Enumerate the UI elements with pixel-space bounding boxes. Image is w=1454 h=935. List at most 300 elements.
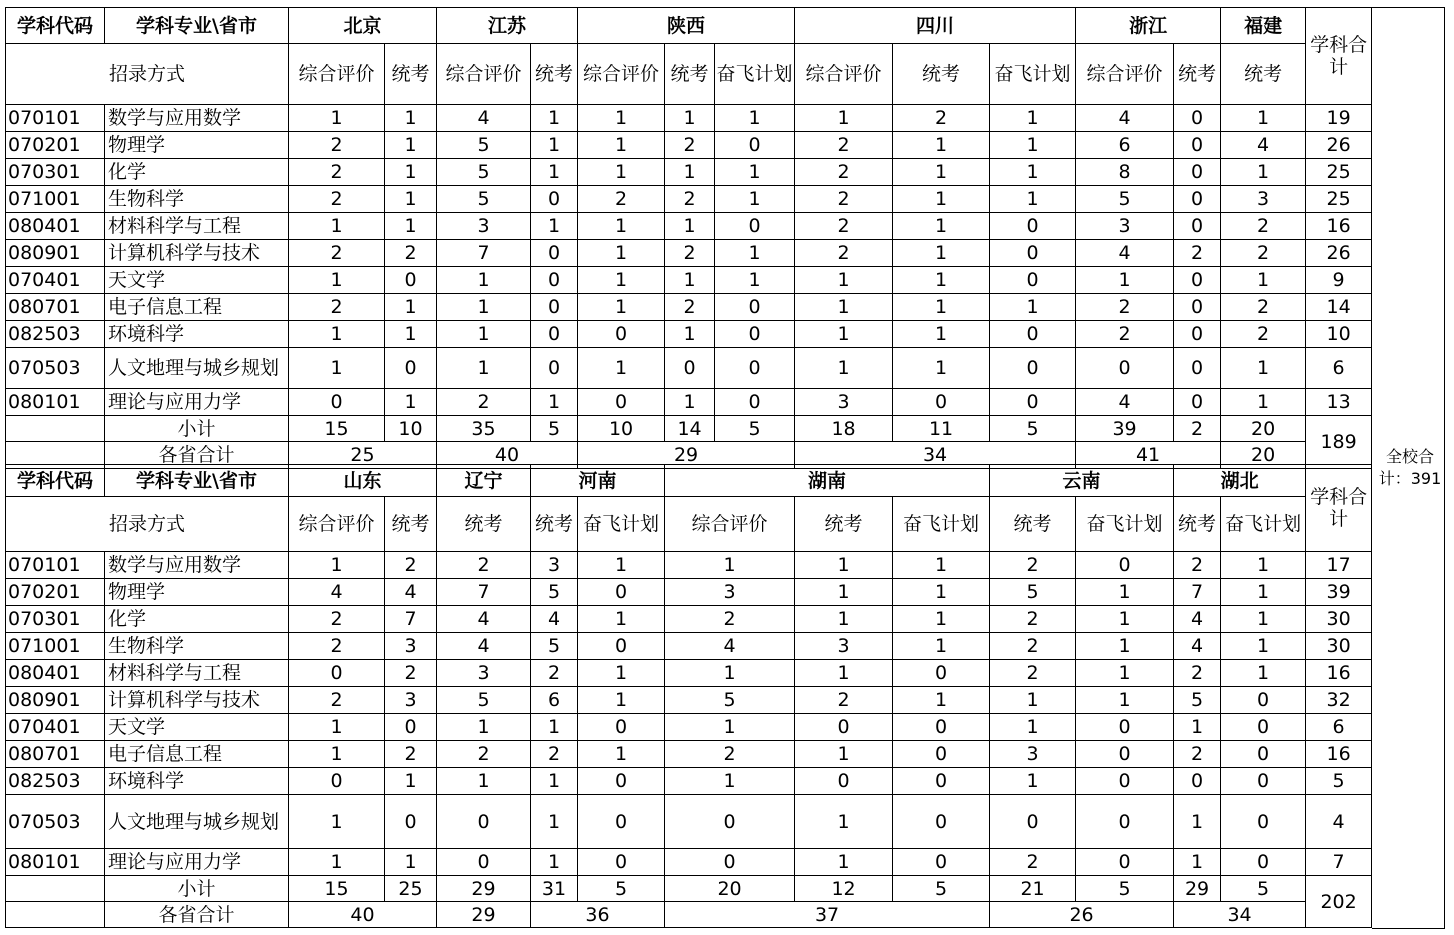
value-cell: 0 bbox=[1174, 132, 1221, 159]
major-cell: 人文地理与城乡规划 bbox=[105, 348, 289, 389]
row-total-cell: 26 bbox=[1306, 132, 1372, 159]
code-cell: 080401 bbox=[6, 660, 105, 687]
value-cell: 2 bbox=[795, 159, 893, 186]
value-cell: 0 bbox=[1076, 849, 1174, 876]
value-cell: 1 bbox=[1076, 633, 1174, 660]
value-cell: 0 bbox=[385, 795, 437, 849]
value-cell: 1 bbox=[385, 213, 437, 240]
subtotal-cell: 29 bbox=[437, 876, 531, 902]
value-cell: 2 bbox=[385, 660, 437, 687]
major-province-header: 学科专业\省市 bbox=[105, 465, 289, 497]
value-cell: 1 bbox=[531, 105, 578, 132]
code-cell: 070101 bbox=[6, 105, 105, 132]
value-cell: 0 bbox=[990, 389, 1076, 416]
value-cell: 1 bbox=[289, 213, 385, 240]
value-cell: 5 bbox=[437, 159, 531, 186]
value-cell: 2 bbox=[289, 186, 385, 213]
subtotal-cell: 14 bbox=[665, 416, 715, 442]
value-cell: 1 bbox=[289, 849, 385, 876]
value-cell: 0 bbox=[990, 213, 1076, 240]
value-cell: 1 bbox=[665, 159, 715, 186]
value-cell: 1 bbox=[385, 132, 437, 159]
subject-total-header: 学科合计 bbox=[1306, 8, 1372, 105]
subtotal-cell: 5 bbox=[1221, 876, 1306, 902]
code-cell: 070201 bbox=[6, 579, 105, 606]
row-total-cell: 25 bbox=[1306, 159, 1372, 186]
province-total-cell: 41 bbox=[1076, 442, 1221, 469]
method-header: 招录方式 bbox=[6, 497, 289, 552]
value-cell: 2 bbox=[1221, 213, 1306, 240]
table-row bbox=[6, 186, 1372, 213]
value-cell: 1 bbox=[578, 348, 665, 389]
value-cell: 1 bbox=[289, 267, 385, 294]
value-cell: 5 bbox=[1076, 186, 1174, 213]
method-cell: 奋飞计划 bbox=[715, 44, 795, 105]
value-cell: 1 bbox=[1221, 552, 1306, 579]
value-cell: 2 bbox=[1076, 321, 1174, 348]
value-cell: 2 bbox=[795, 687, 893, 714]
value-cell: 1 bbox=[715, 240, 795, 267]
method-cell: 综合评价 bbox=[578, 44, 665, 105]
value-cell: 0 bbox=[1221, 795, 1306, 849]
value-cell: 0 bbox=[1174, 186, 1221, 213]
value-cell: 0 bbox=[1174, 389, 1221, 416]
value-cell: 1 bbox=[578, 105, 665, 132]
value-cell: 1 bbox=[893, 186, 990, 213]
table-row bbox=[6, 267, 1372, 294]
subtotal-cell: 5 bbox=[578, 876, 665, 902]
value-cell: 0 bbox=[1174, 321, 1221, 348]
major-cell: 材料科学与工程 bbox=[105, 660, 289, 687]
value-cell: 0 bbox=[990, 795, 1076, 849]
value-cell: 4 bbox=[1076, 105, 1174, 132]
value-cell: 3 bbox=[1221, 186, 1306, 213]
table-row bbox=[6, 714, 1372, 741]
value-cell: 0 bbox=[1076, 714, 1174, 741]
method-cell: 综合评价 bbox=[289, 44, 385, 105]
value-cell: 1 bbox=[578, 660, 665, 687]
value-cell: 1 bbox=[289, 552, 385, 579]
code-cell: 080701 bbox=[6, 741, 105, 768]
value-cell: 2 bbox=[665, 294, 715, 321]
value-cell: 2 bbox=[665, 240, 715, 267]
value-cell: 1 bbox=[1076, 579, 1174, 606]
value-cell: 2 bbox=[1174, 741, 1221, 768]
row-total-cell: 30 bbox=[1306, 633, 1372, 660]
value-cell: 1 bbox=[665, 213, 715, 240]
code-header: 学科代码 bbox=[6, 465, 105, 497]
value-cell: 2 bbox=[1174, 240, 1221, 267]
code-cell: 070401 bbox=[6, 714, 105, 741]
subtotal-cell: 25 bbox=[385, 876, 437, 902]
value-cell: 2 bbox=[437, 552, 531, 579]
province-total-cell: 29 bbox=[578, 442, 795, 469]
subtotal-cell: 5 bbox=[893, 876, 990, 902]
value-cell: 4 bbox=[665, 633, 795, 660]
value-cell: 0 bbox=[289, 768, 385, 795]
province-header: 陕西 bbox=[578, 8, 795, 44]
value-cell: 1 bbox=[385, 186, 437, 213]
value-cell: 0 bbox=[1076, 768, 1174, 795]
subtotal-cell: 12 bbox=[795, 876, 893, 902]
major-cell: 理论与应用力学 bbox=[105, 849, 289, 876]
subtotal-cell: 21 bbox=[990, 876, 1076, 902]
value-cell: 0 bbox=[1221, 741, 1306, 768]
province-header: 辽宁 bbox=[437, 465, 531, 497]
method-cell: 奋飞计划 bbox=[1076, 497, 1174, 552]
subtotal-cell: 20 bbox=[1221, 416, 1306, 442]
value-cell: 0 bbox=[665, 795, 795, 849]
value-cell: 2 bbox=[289, 240, 385, 267]
table-row bbox=[6, 132, 1372, 159]
major-cell: 数学与应用数学 bbox=[105, 552, 289, 579]
code-cell: 080901 bbox=[6, 240, 105, 267]
major-cell: 材料科学与工程 bbox=[105, 213, 289, 240]
blank-cell bbox=[6, 876, 105, 902]
value-cell: 1 bbox=[990, 294, 1076, 321]
grand-total-cell: 202 bbox=[1306, 876, 1372, 928]
major-cell: 化学 bbox=[105, 159, 289, 186]
row-total-cell: 30 bbox=[1306, 606, 1372, 633]
subtotal-cell: 18 bbox=[795, 416, 893, 442]
province-total-cell: 40 bbox=[437, 442, 578, 469]
subtotal-cell: 5 bbox=[990, 416, 1076, 442]
value-cell: 0 bbox=[531, 240, 578, 267]
method-cell: 统考 bbox=[893, 44, 990, 105]
method-cell: 统考 bbox=[531, 44, 578, 105]
table-row bbox=[6, 159, 1372, 186]
value-cell: 1 bbox=[1174, 849, 1221, 876]
value-cell: 0 bbox=[1174, 213, 1221, 240]
province-header: 福建 bbox=[1221, 8, 1306, 44]
row-total-cell: 25 bbox=[1306, 186, 1372, 213]
value-cell: 1 bbox=[289, 321, 385, 348]
row-total-cell: 5 bbox=[1306, 768, 1372, 795]
method-cell: 奋飞计划 bbox=[990, 44, 1076, 105]
code-cell: 070101 bbox=[6, 552, 105, 579]
value-cell: 0 bbox=[893, 660, 990, 687]
province-total-cell: 36 bbox=[531, 902, 665, 928]
province-total-cell: 34 bbox=[795, 442, 1076, 469]
value-cell: 1 bbox=[893, 240, 990, 267]
value-cell: 1 bbox=[531, 795, 578, 849]
table-row bbox=[6, 294, 1372, 321]
value-cell: 0 bbox=[531, 294, 578, 321]
value-cell: 0 bbox=[578, 849, 665, 876]
value-cell: 1 bbox=[990, 186, 1076, 213]
value-cell: 0 bbox=[1174, 105, 1221, 132]
value-cell: 2 bbox=[795, 213, 893, 240]
province-total-row bbox=[6, 902, 1372, 928]
value-cell: 3 bbox=[437, 660, 531, 687]
major-cell: 计算机科学与技术 bbox=[105, 687, 289, 714]
province-header-row bbox=[6, 8, 1372, 44]
method-cell: 统考 bbox=[385, 497, 437, 552]
value-cell: 1 bbox=[893, 159, 990, 186]
subtotal-cell: 35 bbox=[437, 416, 531, 442]
value-cell: 1 bbox=[795, 321, 893, 348]
value-cell: 0 bbox=[715, 294, 795, 321]
value-cell: 1 bbox=[990, 687, 1076, 714]
major-cell: 物理学 bbox=[105, 132, 289, 159]
subtotal-cell: 5 bbox=[531, 416, 578, 442]
province-header: 云南 bbox=[990, 465, 1174, 497]
value-cell: 1 bbox=[990, 105, 1076, 132]
value-cell: 7 bbox=[437, 579, 531, 606]
value-cell: 0 bbox=[715, 132, 795, 159]
value-cell: 1 bbox=[578, 213, 665, 240]
major-cell: 人文地理与城乡规划 bbox=[105, 795, 289, 849]
table-row bbox=[6, 579, 1372, 606]
value-cell: 1 bbox=[795, 552, 893, 579]
value-cell: 0 bbox=[715, 213, 795, 240]
major-cell: 生物科学 bbox=[105, 633, 289, 660]
value-cell: 2 bbox=[437, 741, 531, 768]
value-cell: 0 bbox=[578, 389, 665, 416]
value-cell: 2 bbox=[990, 633, 1076, 660]
table-row bbox=[6, 606, 1372, 633]
province-header: 山东 bbox=[289, 465, 437, 497]
method-header: 招录方式 bbox=[6, 44, 289, 105]
value-cell: 0 bbox=[990, 321, 1076, 348]
row-total-cell: 13 bbox=[1306, 389, 1372, 416]
value-cell: 1 bbox=[531, 213, 578, 240]
value-cell: 1 bbox=[437, 267, 531, 294]
value-cell: 0 bbox=[1221, 849, 1306, 876]
value-cell: 1 bbox=[665, 660, 795, 687]
province-header: 江苏 bbox=[437, 8, 578, 44]
major-cell: 电子信息工程 bbox=[105, 741, 289, 768]
province-total-label: 各省合计 bbox=[105, 442, 289, 469]
row-total-cell: 39 bbox=[1306, 579, 1372, 606]
code-header: 学科代码 bbox=[6, 8, 105, 44]
major-cell: 生物科学 bbox=[105, 186, 289, 213]
value-cell: 6 bbox=[1076, 132, 1174, 159]
code-cell: 080101 bbox=[6, 389, 105, 416]
value-cell: 2 bbox=[665, 132, 715, 159]
grand-total-cell: 189 bbox=[1306, 416, 1372, 469]
value-cell: 0 bbox=[578, 795, 665, 849]
value-cell: 3 bbox=[385, 687, 437, 714]
value-cell: 0 bbox=[1076, 348, 1174, 389]
value-cell: 0 bbox=[795, 768, 893, 795]
value-cell: 1 bbox=[531, 768, 578, 795]
value-cell: 0 bbox=[1221, 714, 1306, 741]
value-cell: 1 bbox=[665, 321, 715, 348]
code-cell: 070301 bbox=[6, 159, 105, 186]
value-cell: 2 bbox=[1221, 321, 1306, 348]
major-cell: 天文学 bbox=[105, 267, 289, 294]
value-cell: 2 bbox=[437, 389, 531, 416]
value-cell: 1 bbox=[289, 741, 385, 768]
value-cell: 0 bbox=[578, 768, 665, 795]
value-cell: 1 bbox=[665, 389, 715, 416]
value-cell: 1 bbox=[715, 159, 795, 186]
row-total-cell: 16 bbox=[1306, 660, 1372, 687]
method-cell: 统考 bbox=[531, 497, 578, 552]
row-total-cell: 10 bbox=[1306, 321, 1372, 348]
table-2-data bbox=[6, 552, 1372, 876]
value-cell: 4 bbox=[1076, 389, 1174, 416]
major-cell: 环境科学 bbox=[105, 321, 289, 348]
subject-total-header: 学科合计 bbox=[1306, 465, 1372, 552]
province-total-cell: 26 bbox=[990, 902, 1174, 928]
blank-cell bbox=[6, 416, 105, 442]
value-cell: 4 bbox=[437, 606, 531, 633]
code-cell: 070201 bbox=[6, 132, 105, 159]
value-cell: 0 bbox=[665, 849, 795, 876]
value-cell: 2 bbox=[1076, 294, 1174, 321]
method-header-row bbox=[6, 497, 1372, 552]
value-cell: 1 bbox=[578, 159, 665, 186]
row-total-cell: 6 bbox=[1306, 348, 1372, 389]
subtotal-cell: 2 bbox=[1174, 416, 1221, 442]
value-cell: 2 bbox=[531, 660, 578, 687]
table-row bbox=[6, 768, 1372, 795]
value-cell: 0 bbox=[578, 579, 665, 606]
value-cell: 0 bbox=[289, 660, 385, 687]
value-cell: 1 bbox=[1221, 660, 1306, 687]
method-cell: 统考 bbox=[437, 497, 531, 552]
value-cell: 2 bbox=[289, 159, 385, 186]
value-cell: 0 bbox=[1174, 267, 1221, 294]
method-cell: 综合评价 bbox=[665, 497, 795, 552]
value-cell: 3 bbox=[795, 389, 893, 416]
value-cell: 2 bbox=[289, 606, 385, 633]
value-cell: 7 bbox=[1174, 579, 1221, 606]
major-cell: 理论与应用力学 bbox=[105, 389, 289, 416]
value-cell: 1 bbox=[893, 267, 990, 294]
value-cell: 1 bbox=[665, 267, 715, 294]
value-cell: 1 bbox=[531, 389, 578, 416]
value-cell: 1 bbox=[578, 741, 665, 768]
subtotal-cell: 20 bbox=[665, 876, 795, 902]
subtotal-cell: 11 bbox=[893, 416, 990, 442]
value-cell: 1 bbox=[893, 321, 990, 348]
major-cell: 计算机科学与技术 bbox=[105, 240, 289, 267]
province-header: 浙江 bbox=[1076, 8, 1221, 44]
method-cell: 统考 bbox=[385, 44, 437, 105]
value-cell: 0 bbox=[893, 714, 990, 741]
value-cell: 6 bbox=[531, 687, 578, 714]
value-cell: 2 bbox=[990, 849, 1076, 876]
value-cell: 5 bbox=[437, 132, 531, 159]
province-header: 湖北 bbox=[1174, 465, 1306, 497]
value-cell: 5 bbox=[1174, 687, 1221, 714]
method-header-row bbox=[6, 44, 1372, 105]
value-cell: 2 bbox=[385, 552, 437, 579]
table-1-data bbox=[6, 105, 1372, 416]
value-cell: 0 bbox=[1174, 294, 1221, 321]
value-cell: 1 bbox=[1221, 606, 1306, 633]
value-cell: 1 bbox=[990, 132, 1076, 159]
code-cell: 070401 bbox=[6, 267, 105, 294]
row-total-cell: 17 bbox=[1306, 552, 1372, 579]
subtotal-label: 小计 bbox=[105, 416, 289, 442]
code-cell: 080401 bbox=[6, 213, 105, 240]
value-cell: 1 bbox=[385, 768, 437, 795]
province-total-cell: 25 bbox=[289, 442, 437, 469]
value-cell: 1 bbox=[893, 213, 990, 240]
row-total-cell: 7 bbox=[1306, 849, 1372, 876]
table-row bbox=[6, 687, 1372, 714]
province-total-cell: 40 bbox=[289, 902, 437, 928]
value-cell: 4 bbox=[531, 606, 578, 633]
value-cell: 2 bbox=[385, 240, 437, 267]
value-cell: 1 bbox=[1221, 159, 1306, 186]
major-cell: 环境科学 bbox=[105, 768, 289, 795]
value-cell: 1 bbox=[1221, 267, 1306, 294]
value-cell: 2 bbox=[289, 294, 385, 321]
subtotal-cell: 15 bbox=[289, 876, 385, 902]
value-cell: 2 bbox=[990, 552, 1076, 579]
value-cell: 1 bbox=[385, 849, 437, 876]
province-total-label: 各省合计 bbox=[105, 902, 289, 928]
value-cell: 0 bbox=[1221, 768, 1306, 795]
value-cell: 2 bbox=[990, 660, 1076, 687]
row-total-cell: 19 bbox=[1306, 105, 1372, 132]
method-cell: 统考 bbox=[795, 497, 893, 552]
value-cell: 1 bbox=[665, 105, 715, 132]
value-cell: 2 bbox=[665, 186, 715, 213]
value-cell: 1 bbox=[990, 159, 1076, 186]
enrollment-table-2 bbox=[5, 464, 1372, 928]
school-total-label: 全校合计：391 bbox=[1378, 447, 1442, 488]
subtotal-label: 小计 bbox=[105, 876, 289, 902]
value-cell: 1 bbox=[893, 132, 990, 159]
value-cell: 5 bbox=[665, 687, 795, 714]
value-cell: 1 bbox=[665, 552, 795, 579]
value-cell: 2 bbox=[990, 606, 1076, 633]
value-cell: 0 bbox=[289, 389, 385, 416]
value-cell: 2 bbox=[289, 633, 385, 660]
value-cell: 0 bbox=[665, 348, 715, 389]
value-cell: 7 bbox=[385, 606, 437, 633]
value-cell: 1 bbox=[578, 606, 665, 633]
value-cell: 1 bbox=[1221, 579, 1306, 606]
row-total-cell: 16 bbox=[1306, 213, 1372, 240]
major-cell: 化学 bbox=[105, 606, 289, 633]
value-cell: 5 bbox=[437, 687, 531, 714]
value-cell: 1 bbox=[385, 389, 437, 416]
value-cell: 0 bbox=[1076, 741, 1174, 768]
value-cell: 1 bbox=[893, 348, 990, 389]
value-cell: 0 bbox=[385, 714, 437, 741]
value-cell: 3 bbox=[1076, 213, 1174, 240]
value-cell: 1 bbox=[437, 714, 531, 741]
value-cell: 1 bbox=[578, 267, 665, 294]
value-cell: 0 bbox=[893, 849, 990, 876]
table-row bbox=[6, 849, 1372, 876]
subtotal-cell: 5 bbox=[1076, 876, 1174, 902]
province-header: 四川 bbox=[795, 8, 1076, 44]
value-cell: 0 bbox=[1174, 348, 1221, 389]
value-cell: 0 bbox=[437, 795, 531, 849]
method-cell: 综合评价 bbox=[795, 44, 893, 105]
subtotal-cell: 10 bbox=[385, 416, 437, 442]
value-cell: 1 bbox=[289, 348, 385, 389]
method-cell: 统考 bbox=[665, 44, 715, 105]
value-cell: 1 bbox=[665, 768, 795, 795]
major-cell: 物理学 bbox=[105, 579, 289, 606]
method-cell: 综合评价 bbox=[437, 44, 531, 105]
code-cell: 070503 bbox=[6, 795, 105, 849]
value-cell: 1 bbox=[1076, 267, 1174, 294]
subtotal-cell: 31 bbox=[531, 876, 578, 902]
value-cell: 1 bbox=[437, 768, 531, 795]
value-cell: 0 bbox=[531, 267, 578, 294]
major-cell: 数学与应用数学 bbox=[105, 105, 289, 132]
